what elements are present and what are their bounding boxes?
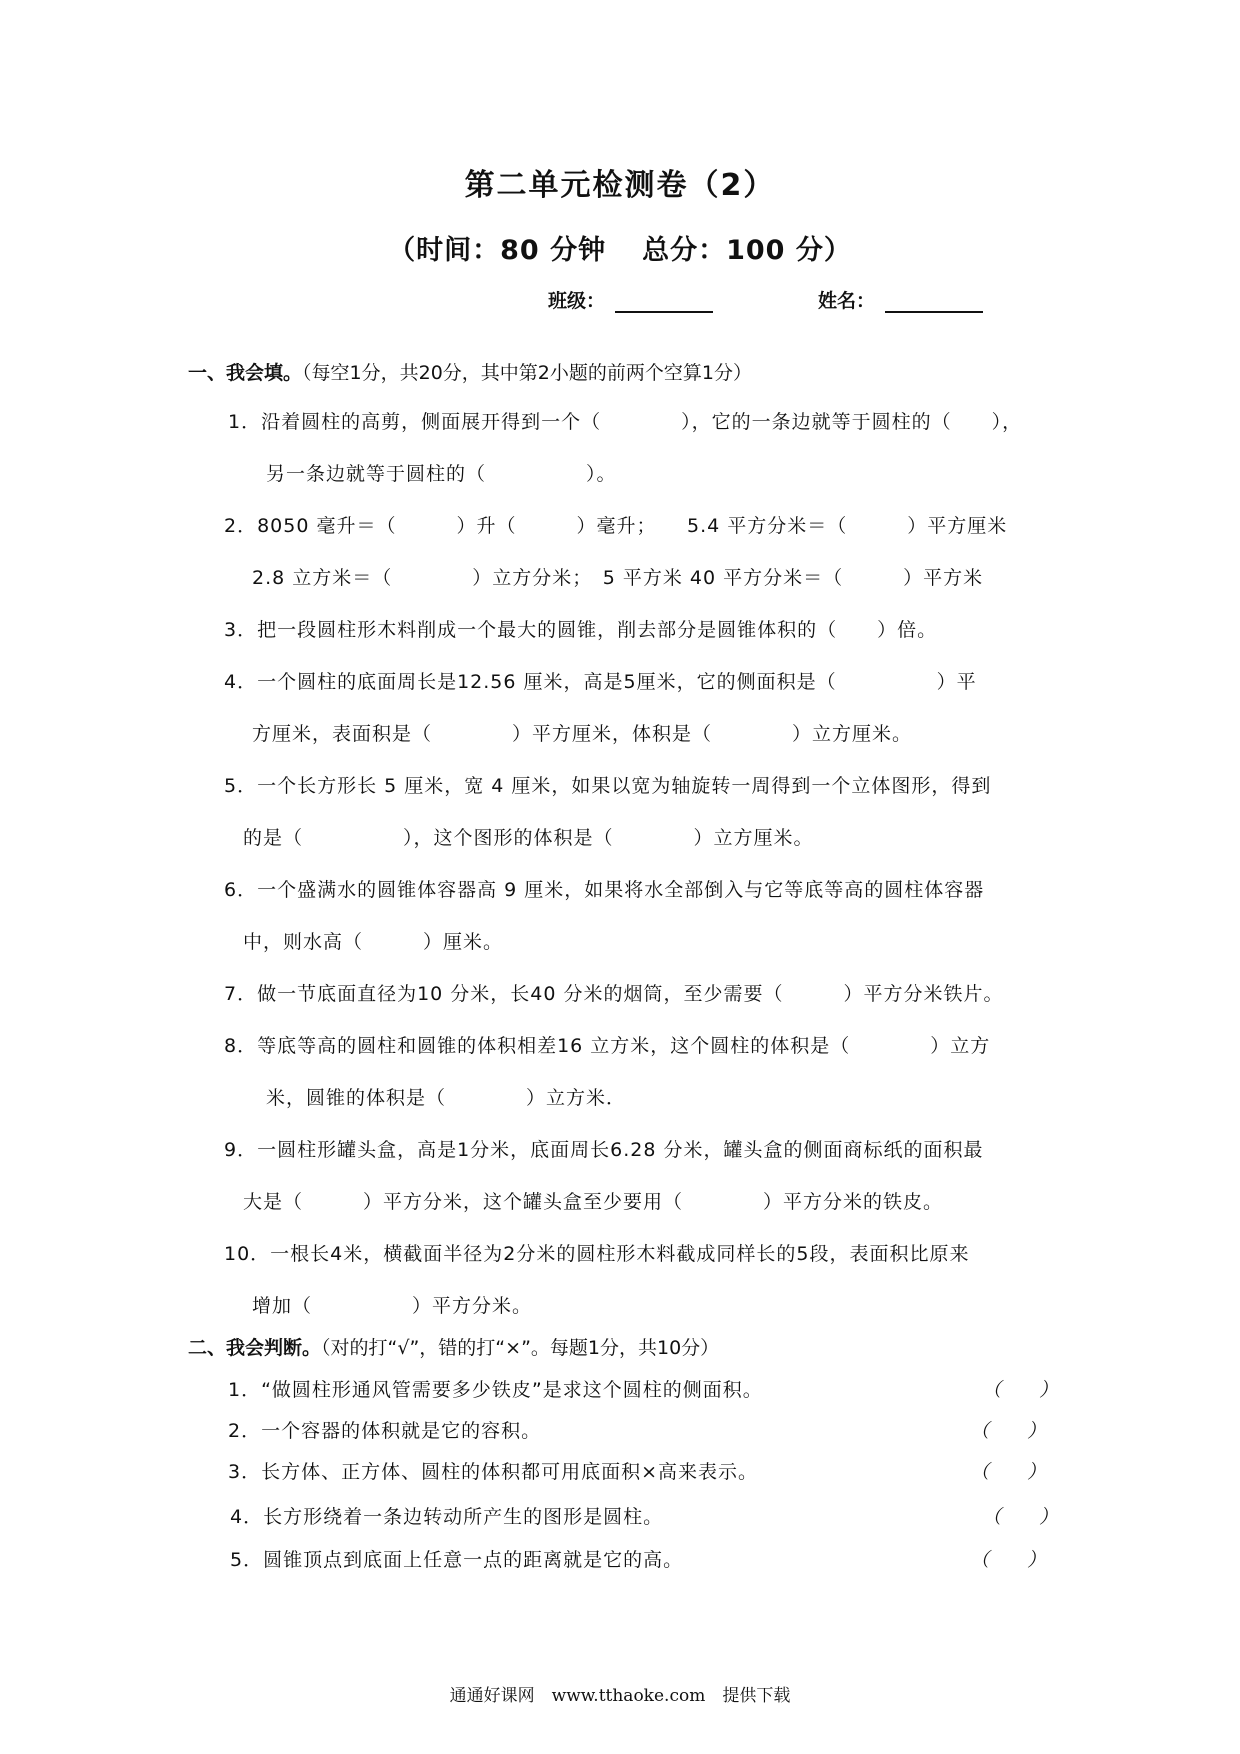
question-line: 6．一个盛满水的圆锥体容器高 9 厘米，如果将水全部倒入与它等底等高的圆柱体容器 <box>224 879 985 901</box>
question-line: 10．一根长4米，横截面半径为2分米的圆柱形木料截成同样长的5段，表面积比原来 <box>224 1243 970 1265</box>
section-fill-rule: （每空1分，共20分，其中第2小题的前两个空算1分） <box>302 362 752 384</box>
footer-source: 通通好课网 www.tthaoke.com 提供下载 <box>449 1686 791 1706</box>
question-line: 另一条边就等于圆柱的（ ）。 <box>266 463 617 485</box>
question-line: 方厘米，表面积是（ ）平方厘米，体积是（ ）立方厘米。 <box>252 723 913 745</box>
class-blank[interactable] <box>615 291 713 313</box>
question-line: 8．等底等高的圆柱和圆锥的体积相差16 立方米，这个圆柱的体积是（ ）立方 <box>224 1035 991 1057</box>
judge-item: 5．圆锥顶点到底面上任意一点的距离就是它的高。 <box>230 1549 684 1571</box>
question-line: 大是（ ）平方分米，这个罐头盒至少要用（ ）平方分米的铁皮。 <box>243 1191 944 1213</box>
section-judge-rule: （对的打“√”，错的打“×”。每题1分，共10分） <box>321 1337 720 1359</box>
question-line: 9．一圆柱形罐头盒，高是1分米，底面周长6.28 分米，罐头盒的侧面商标纸的面积最 <box>224 1139 984 1161</box>
name-blank[interactable] <box>885 291 983 313</box>
class-field <box>548 286 713 313</box>
question-line: 7．做一节底面直径为10 分米，长40 分米的烟筒，至少需要（ ）平方分米铁片。 <box>224 983 1004 1005</box>
question-line: 2．8050 毫升＝（ ）升（ ）毫升； 5.4 平方分米＝（ ）平方厘米 <box>224 515 1008 537</box>
judge-answer-paren[interactable]: （ ） <box>970 1461 1047 1483</box>
question-line: 中，则水高（ ）厘米。 <box>243 931 504 953</box>
page-title: 第二单元检测卷（2） <box>464 168 776 203</box>
judge-answer-paren[interactable]: （ ） <box>982 1379 1059 1401</box>
judge-answer-paren[interactable]: （ ） <box>970 1549 1047 1571</box>
section-fill-title: 一、我会填。 <box>188 362 303 384</box>
question-line: 3．把一段圆柱形木料削成一个最大的圆锥，削去部分是圆锥体积的（ ）倍。 <box>224 619 938 641</box>
judge-item: 1．“做圆柱形通风管需要多少铁皮”是求这个圆柱的侧面积。 <box>228 1379 763 1401</box>
name-label: 姓名： <box>818 290 876 312</box>
question-line: 5．一个长方形长 5 厘米，宽 4 厘米，如果以宽为轴旋转一周得到一个立体图形，得到 <box>224 775 992 797</box>
judge-item: 3．长方体、正方体、圆柱的体积都可用底面积×高来表示。 <box>228 1461 759 1483</box>
section-fill-heading <box>188 358 752 385</box>
question-line: 的是（ ），这个图形的体积是（ ）立方厘米。 <box>243 827 814 849</box>
question-line: 1．沿着圆柱的高剪，侧面展开得到一个（ ），它的一条边就等于圆柱的（ ）， <box>228 411 1023 433</box>
class-label: 班级： <box>548 290 606 312</box>
judge-item: 2．一个容器的体积就是它的容积。 <box>228 1420 542 1442</box>
question-line: 2.8 立方米＝（ ）立方分米； 5 平方米 40 平方分米＝（ ）平方米 <box>252 567 984 589</box>
judge-item: 4．长方形绕着一条边转动所产生的图形是圆柱。 <box>230 1506 664 1528</box>
question-line: 米，圆锥的体积是（ ）立方米． <box>266 1087 627 1109</box>
exam-score: 总分：100 分） <box>642 235 852 266</box>
exam-time-score <box>0 228 1240 267</box>
question-line: 增加（ ）平方分米。 <box>252 1295 533 1317</box>
question-line: 4．一个圆柱的底面周长是12.56 厘米，高是5厘米，它的侧面积是（ ）平 <box>224 671 977 693</box>
judge-answer-paren[interactable]: （ ） <box>970 1420 1047 1442</box>
section-judge-title: 二、我会判断。 <box>188 1337 322 1359</box>
name-field <box>818 286 983 313</box>
section-judge-heading <box>188 1333 719 1360</box>
judge-answer-paren[interactable]: （ ） <box>982 1506 1059 1528</box>
exam-time: （时间：80 分钟 <box>388 235 607 266</box>
